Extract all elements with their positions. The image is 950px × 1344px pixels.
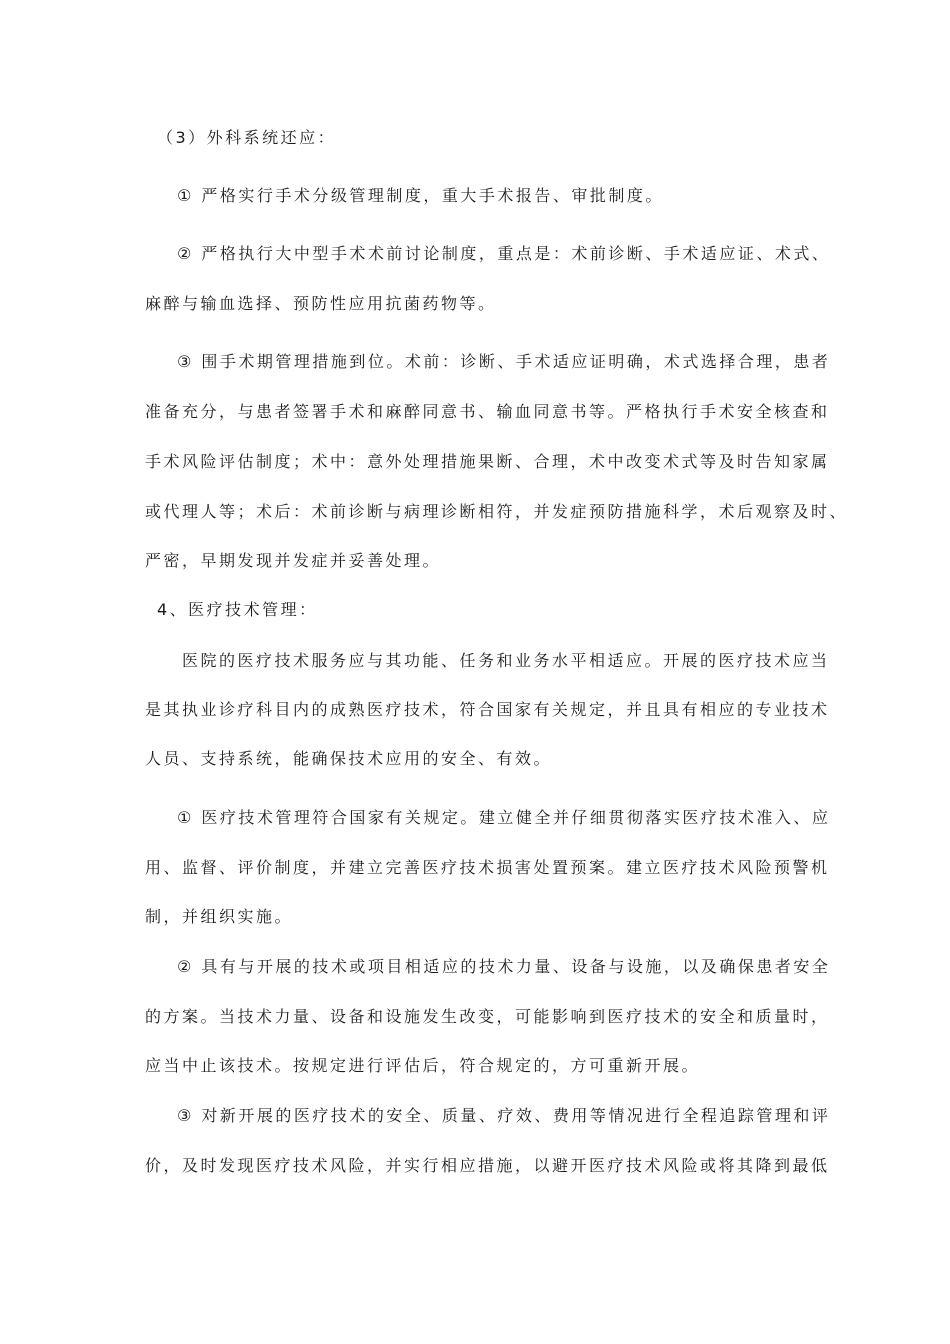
tech-item-1-line-2: 用、监督、评价制度，并建立完善医疗技术损害处置预案。建立医疗技术风险预警机: [145, 858, 830, 877]
surgery-item-3-line-2: 准备充分，与患者签署手术和麻醉同意书、输血同意书等。严格执行手术安全核查和: [145, 402, 830, 421]
surgery-item-2-line-2: 麻醉与输血选择、预防性应用抗菌药物等。: [145, 294, 497, 313]
surgery-item-3-line-1: ③ 围手术期管理措施到位。术前：诊断、手术适应证明确，术式选择合理，患者: [177, 352, 831, 371]
surgery-item-3-line-4: 或代理人等；术后：术前诊断与病理诊断相符，并发症预防措施科学，术后观察及时、: [145, 502, 849, 521]
surgery-item-1: ① 严格实行手术分级管理制度，重大手术报告、审批制度。: [177, 186, 664, 205]
tech-intro-line-1: 医院的医疗技术服务应与其功能、任务和业务水平相适应。开展的医疗技术应当: [182, 651, 830, 670]
surgery-section-heading: （3）外科系统还应：: [157, 128, 337, 147]
tech-item-3-line-1: ③ 对新开展的医疗技术的安全、质量、疗效、费用等情况进行全程追踪管理和评: [177, 1106, 831, 1125]
tech-item-1-line-3: 制，并组织实施。: [145, 907, 294, 926]
tech-section-heading: 4、医疗技术管理：: [157, 600, 318, 619]
surgery-item-2-line-1: ② 严格执行大中型手术术前讨论制度，重点是：术前诊断、手术适应证、术式、: [177, 244, 831, 263]
surgery-item-3-line-3: 手术风险评估制度；术中：意外处理措施果断、合理，术中改变术式等及时告知家属: [145, 452, 830, 471]
tech-intro-line-2: 是其执业诊疗科目内的成熟医疗技术，符合国家有关规定，并且具有相应的专业技术: [145, 700, 830, 719]
surgery-item-3-line-5: 严密，早期发现并发症并妥善处理。: [145, 551, 442, 570]
tech-intro-line-3: 人员、支持系统，能确保技术应用的安全、有效。: [145, 749, 553, 768]
tech-item-2-line-2: 的方案。当技术力量、设备和设施发生改变，可能影响到医疗技术的安全和质量时，: [145, 1007, 830, 1026]
tech-item-3-line-2: 价，及时发现医疗技术风险，并实行相应措施，以避开医疗技术风险或将其降到最低: [145, 1156, 830, 1175]
tech-item-2-line-1: ② 具有与开展的技术或项目相适应的技术力量、设备与设施，以及确保患者安全: [177, 957, 831, 976]
tech-item-2-line-3: 应当中止该技术。按规定进行评估后，符合规定的，方可重新开展。: [145, 1056, 701, 1075]
tech-item-1-line-1: ① 医疗技术管理符合国家有关规定。建立健全并仔细贯彻落实医疗技术准入、应: [177, 808, 831, 827]
